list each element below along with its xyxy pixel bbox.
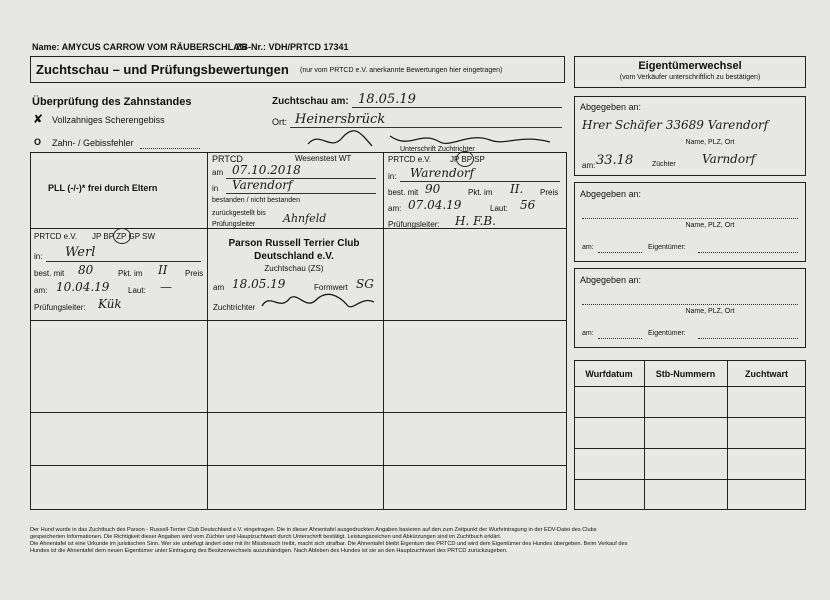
tr-in-value: Warendorf — [410, 166, 475, 180]
owner-1-given-label: Abgegeben an: — [580, 102, 642, 112]
club-line1: Parson Russell Terrier Club — [228, 238, 360, 249]
tr-pkt-label: Pkt. im — [468, 188, 493, 197]
lc-in-label: in: — [34, 252, 43, 261]
tr-laut-value: 56 — [520, 198, 536, 212]
wt-zurueck: zurückgestellt bis — [212, 210, 266, 217]
club-am-value: 18.05.19 — [232, 277, 286, 291]
zb-number: ZB-Nr.: VDH/PRTCD 17341 — [236, 42, 349, 52]
club-line3: Zuchtschau (ZS) — [264, 264, 324, 273]
lc-laut-label: Laut: — [128, 286, 146, 295]
owner-1-am-label: am: — [582, 161, 596, 170]
page-title: Zuchtschau – und Prüfungsbewertungen — [36, 62, 289, 77]
tr-pl-value: H. F.B. — [455, 214, 496, 228]
tr-best-label: best. mit — [388, 188, 419, 197]
club-am-label: am — [213, 283, 225, 292]
zuchtschau-line — [352, 107, 562, 108]
wt-status: bestanden / nicht bestanden — [212, 197, 300, 204]
zuchtschau-date: 18.05.19 — [358, 92, 416, 107]
owner-subtitle: (vom Verkäufer unterschriftlich zu bestätigen) — [619, 74, 761, 81]
lc-laut-value: — — [160, 280, 172, 294]
owner-1-sig: Varndorf — [702, 152, 756, 166]
club-formwert-value: SG — [356, 277, 374, 291]
footer-line-1: Der Hund wurde in das Zuchtbuch des Parson - Russell-Terrier Club Deutschland e.V. eingetragen. Die in dieser Ahnentafel ausgedruckten Angaben basieren auf den zum Zeitpunkt der Wurfeintragung in der EDV-Datei des Clubs — [30, 527, 597, 533]
wt-in-value: Varendorf — [232, 178, 293, 192]
owner-3-eig-label: Eigentümer: — [648, 330, 686, 337]
wurf-table — [574, 360, 806, 510]
tr-preis-label: Preis — [540, 188, 559, 197]
owner-1-npo: Name, PLZ, Ort — [685, 139, 735, 146]
pll-text: PLL (-/-)* frei durch Eltern — [48, 183, 158, 193]
owner-1-name: Hrer Schäfer 33689 Varendorf — [582, 118, 769, 132]
lc-best-label: best. mit — [34, 269, 65, 278]
tr-laut-label: Laut: — [490, 204, 508, 213]
owner-3-am-label: am: — [582, 330, 594, 337]
grid-outer — [30, 152, 567, 510]
wurf-col-date: Wurfdatum — [585, 369, 633, 379]
ort-label: Ort: — [272, 117, 287, 127]
lc-pkt-value: II — [158, 263, 168, 277]
tr-circle-mark — [456, 151, 474, 167]
owner-2-eig-label: Eigentümer: — [648, 244, 686, 251]
circle-option-icon: O — [34, 137, 42, 147]
tr-am-label: am: — [388, 204, 402, 213]
wt-in-label: in — [212, 184, 219, 193]
lc-pl-label: Prüfungsleiter: — [34, 303, 86, 312]
wt-am-value: 07.10.2018 — [232, 163, 301, 177]
lc-preis-label: Preis — [185, 269, 204, 278]
lc-codes: JP BP ZP GP SW — [92, 232, 155, 241]
footer-text — [30, 527, 810, 555]
tr-best-value: 90 — [425, 182, 441, 196]
zuchtschau-label: Zuchtschau am: — [272, 96, 349, 107]
lc-org: PRTCD e.V. — [34, 232, 78, 241]
lc-best-value: 80 — [78, 263, 94, 277]
title-note: (nur vom PRTCD e.V. anerkannte Bewertungen hier eingetragen) — [300, 67, 503, 74]
tr-am-value: 07.04.19 — [408, 198, 462, 212]
tr-in-label: in: — [388, 172, 397, 181]
teeth-option-fault: Zahn- / Gebissfehler — [52, 138, 134, 148]
club-zr-label: Zuchtrichter — [213, 303, 256, 312]
teeth-heading: Überprüfung des Zahnstandes — [32, 96, 192, 108]
owner-1-am-value: 33.18 — [596, 153, 634, 168]
wt-am-label: am — [212, 168, 224, 177]
tr-org: PRTCD e.V. — [388, 155, 432, 164]
lc-in-value: Werl — [65, 245, 96, 260]
wt-org: PRTCD — [212, 154, 243, 164]
club-formwert-label: Formwert — [314, 283, 348, 292]
wt-title: Wesenstest WT — [295, 154, 352, 163]
lc-circle-mark — [113, 228, 131, 244]
lc-am-value: 10.04.19 — [56, 280, 110, 294]
owner-2-npo: Name, PLZ, Ort — [685, 222, 735, 229]
owner-3-npo: Name, PLZ, Ort — [685, 308, 735, 315]
wt-pl-label: Prüfungsleiter — [212, 221, 256, 228]
lc-pl-value: Kük — [98, 297, 122, 311]
owner-title: Eigentümerwechsel — [638, 60, 742, 72]
fault-line — [140, 148, 200, 149]
tr-pkt-value: II. — [510, 182, 524, 196]
owner-1-zuechter: Züchter — [652, 161, 676, 168]
wurf-col-zuchtwart: Zuchtwart — [744, 369, 788, 379]
footer-line-2: gespeicherten Informationen. Die Richtigkeit dieser Angaben wird vom Züchter und Hauptzuchtwart durch Unterschrift bestätigt. Leistungszeichen und Abkürzungen sind im Zuchtbuch erklärt. — [30, 534, 502, 540]
lc-pkt-label: Pkt. im — [118, 269, 143, 278]
tr-pl-label: Prüfungsleiter: — [388, 220, 440, 229]
owner-2-given-label: Abgegeben an: — [580, 189, 642, 199]
ort-value: Heinersbrück — [295, 112, 386, 127]
club-line2: Deutschland e.V. — [254, 251, 334, 262]
tr-codes: JP BP SP — [450, 155, 485, 164]
owner-2-am-label: am: — [582, 244, 594, 251]
club-signature — [258, 290, 378, 314]
dog-name: Name: AMYCUS CARROW VOM RÄUBERSCHLAG — [32, 42, 247, 52]
lc-am-label: am: — [34, 286, 48, 295]
signature-caption: Unterschrift Zuchtrichter — [400, 146, 475, 153]
footer-line-3: Die Ahnentafel ist eine Urkunde im juristischen Sinn. Wer sie unbefugt ändert oder mit ihr Missbrauch treibt, macht sich strafbar. Die Ahnentafel bleibt Eigentum des PRTCD und wird dem Eigentümer des Hundes übergeben. Beim Verkauf des — [30, 541, 628, 547]
footer-line-4: Hundes ist die Ahnentafel dem neuen Eigentümer unter Eintragung des Besitzerwechsels auszuhändigen. Nach Ableben des Hundes ist sie an den Hauptzuchtwart des PRTCD zurückzugeben. — [30, 548, 508, 554]
check-mark-icon: ✘ — [33, 112, 44, 126]
wt-pl-value: Ahnfeld — [283, 212, 327, 225]
teeth-option-full: Vollzahniges Scherengebiss — [52, 115, 165, 125]
owner-3-given-label: Abgegeben an: — [580, 275, 642, 285]
wurf-col-stb: Stb-Nummern — [655, 369, 716, 379]
